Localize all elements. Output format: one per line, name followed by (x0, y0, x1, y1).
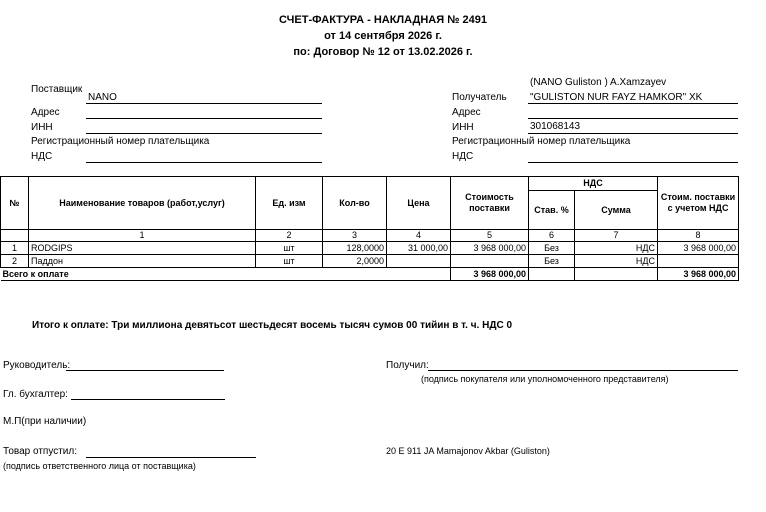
row-cost: 3 968 000,00 (451, 242, 529, 255)
table-header-row (1, 177, 739, 191)
buyer-nds-line (528, 162, 738, 163)
buyer-inn-value: 301068143 (530, 121, 581, 132)
row-qty: 2,0000 (323, 255, 387, 268)
total-row (1, 268, 739, 281)
buyer-nds-label: НДС (452, 151, 474, 162)
document-date: от 14 сентября 2026 г. (324, 30, 442, 42)
authorization-text: 20 E 911 JA Mamajonov Akbar (Guliston) (386, 446, 550, 456)
col-number: 1 (29, 230, 256, 242)
supplier-address-label: Адрес (31, 107, 60, 118)
header-num: № (1, 177, 29, 230)
col-number: 3 (323, 230, 387, 242)
accountant-signature-line (71, 399, 225, 400)
buyer-reg-label: Регистрационный номер плательщика (452, 136, 631, 147)
header-qty: Кол-во (323, 177, 387, 230)
supplier-label: Поставщик (31, 84, 83, 95)
row-sum: НДС (575, 255, 658, 268)
buyer-label: Получатель (452, 92, 507, 103)
col-number: 2 (256, 230, 323, 242)
row-unit: шт (256, 255, 323, 268)
row-sum: НДС (575, 242, 658, 255)
row-qty: 128,0000 (323, 242, 387, 255)
total-label: Всего к оплате (1, 268, 451, 281)
table-row (1, 242, 739, 255)
column-numbers-row (1, 230, 739, 242)
row-num: 2 (1, 255, 29, 268)
header-nds-sum: Сумма (575, 191, 658, 230)
buyer-address-label: Адрес (452, 107, 481, 118)
header-nds: НДС (529, 177, 658, 191)
header-total: Стоим. поставки с учетом НДС (658, 177, 739, 230)
col-number (1, 230, 29, 242)
supplier-line (86, 103, 322, 104)
contract-line: по: Договор № 12 от 13.02.2026 г. (293, 46, 473, 58)
total-cost: 3 968 000,00 (451, 268, 529, 281)
supplier-inn-label: ИНН (31, 122, 53, 133)
header-cost: Стоимость поставки (451, 177, 529, 230)
total-sum (575, 268, 658, 281)
row-rate: Без (529, 255, 575, 268)
row-total (658, 255, 739, 268)
supplier-value: NANO (88, 92, 117, 103)
row-rate: Без (529, 242, 575, 255)
invoice-table (0, 176, 739, 281)
row-name: RODGIPS (29, 242, 256, 255)
total-rate (529, 268, 575, 281)
received-caption: (подпись покупателя или уполномоченного представителя) (421, 374, 669, 384)
buyer-inn-label: ИНН (452, 122, 474, 133)
buyer-inn-line (528, 133, 738, 134)
header-price: Цена (387, 177, 451, 230)
supplier-nds-line (86, 162, 322, 163)
received-signature-line (428, 370, 738, 371)
row-price: 31 000,00 (387, 242, 451, 255)
buyer-line (528, 103, 738, 104)
supplier-address-line (86, 118, 322, 119)
row-unit: шт (256, 242, 323, 255)
col-number: 5 (451, 230, 529, 242)
buyer-address-line (528, 118, 738, 119)
total-in-words: Итого к оплате: Три миллиона девятьсот шестьдесят восемь тысяч сумов 00 тийин в т. ч. НДС 0 (32, 320, 513, 331)
director-signature-line (66, 370, 224, 371)
col-number: 6 (529, 230, 575, 242)
supplier-inn-line (86, 133, 322, 134)
header-unit: Ед. изм (256, 177, 323, 230)
supplier-nds-label: НДС (31, 151, 53, 162)
buyer-value-line1: (NANO Guliston ) A.Xamzayev (530, 77, 667, 88)
row-num: 1 (1, 242, 29, 255)
row-name: Паддон (29, 255, 256, 268)
accountant-label: Гл. бухгалтер: (3, 389, 68, 400)
row-total: 3 968 000,00 (658, 242, 739, 255)
document-title: СЧЕТ-ФАКТУРА - НАКЛАДНАЯ № 2491 (279, 14, 487, 26)
col-number: 8 (658, 230, 739, 242)
header-nds-rate: Став. % (529, 191, 575, 230)
total-with-nds: 3 968 000,00 (658, 268, 739, 281)
supplier-reg-label: Регистрационный номер плательщика (31, 136, 210, 147)
col-number: 4 (387, 230, 451, 242)
buyer-value-line2: "GULISTON NUR FAYZ HAMKOR" XK (530, 92, 703, 103)
row-price (387, 255, 451, 268)
col-number: 7 (575, 230, 658, 242)
received-label: Получил: (386, 360, 429, 371)
released-label: Товар отпустил: (3, 446, 77, 457)
stamp-label: М.П(при наличии) (3, 416, 87, 427)
released-caption: (подпись ответственного лица от поставщика) (3, 461, 196, 471)
table-row (1, 255, 739, 268)
released-signature-line (86, 457, 256, 458)
header-name: Наименование товаров (работ,услуг) (29, 177, 256, 230)
director-label: Руководитель: (3, 360, 71, 371)
row-cost (451, 255, 529, 268)
